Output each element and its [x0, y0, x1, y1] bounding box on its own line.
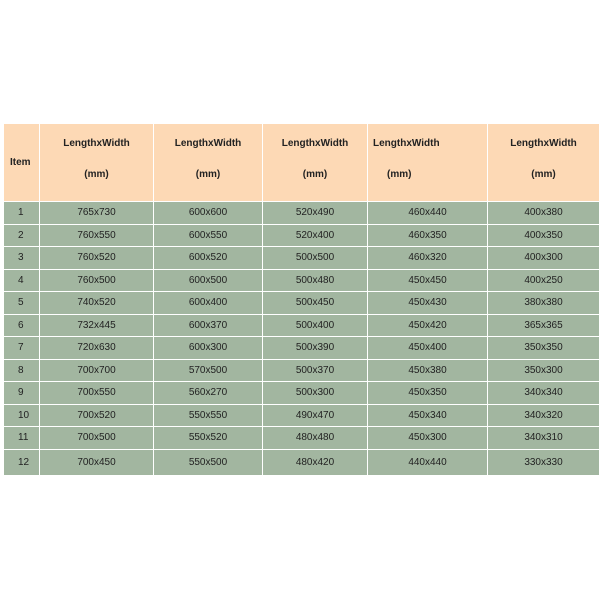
- size-cell: 520x400: [263, 224, 368, 247]
- size-cell: 700x700: [40, 359, 154, 382]
- size-cell: 400x380: [488, 202, 600, 225]
- size-cell: 460x440: [368, 202, 488, 225]
- size-cell: 480x480: [263, 427, 368, 450]
- header-col-2-unit: (mm): [195, 168, 221, 180]
- table-row: [4, 449, 600, 475]
- table-row: [4, 359, 600, 382]
- header-col-1-unit: (mm): [84, 168, 109, 180]
- size-cell: 500x500: [263, 247, 368, 270]
- header-col-3: [263, 124, 368, 202]
- item-number-cell: 1: [4, 202, 40, 225]
- item-number-cell: 10: [4, 404, 40, 427]
- table-row: [4, 269, 600, 292]
- table-row: [4, 202, 600, 225]
- size-cell: 600x520: [154, 247, 263, 270]
- size-cell: 380x380: [488, 292, 600, 315]
- size-cell: 500x480: [263, 269, 368, 292]
- size-cell: 450x340: [368, 404, 488, 427]
- header-col-2: [154, 124, 263, 202]
- size-cell: 500x370: [263, 359, 368, 382]
- item-number-cell: 2: [4, 224, 40, 247]
- header-item: [4, 124, 40, 202]
- size-cell: 700x550: [40, 382, 154, 405]
- size-cell: 400x300: [488, 247, 600, 270]
- size-cell: 340x320: [488, 404, 600, 427]
- size-cell: 560x270: [154, 382, 263, 405]
- item-number-cell: 12: [4, 449, 40, 475]
- item-number-cell: 4: [4, 269, 40, 292]
- size-cell: 450x450: [368, 269, 488, 292]
- item-number-cell: 3: [4, 247, 40, 270]
- header-col-3-unit: (mm): [302, 168, 328, 180]
- size-cell: 450x420: [368, 314, 488, 337]
- size-cell: 600x550: [154, 224, 263, 247]
- size-cell: 600x370: [154, 314, 263, 337]
- size-table: [3, 123, 600, 476]
- item-number-cell: 9: [4, 382, 40, 405]
- size-cell: 500x450: [263, 292, 368, 315]
- size-cell: 460x350: [368, 224, 488, 247]
- size-cell: 450x430: [368, 292, 488, 315]
- table-row: [4, 314, 600, 337]
- size-cell: 600x300: [154, 337, 263, 360]
- header-col-5: [488, 124, 600, 202]
- size-cell: 450x300: [368, 427, 488, 450]
- header-col-4: [368, 124, 488, 202]
- size-cell: 760x500: [40, 269, 154, 292]
- size-cell: 450x400: [368, 337, 488, 360]
- table-body: [4, 202, 600, 476]
- size-cell: 520x490: [263, 202, 368, 225]
- size-cell: 740x520: [40, 292, 154, 315]
- size-cell: 600x400: [154, 292, 263, 315]
- size-cell: 365x365: [488, 314, 600, 337]
- table-row: [4, 404, 600, 427]
- table-row: [4, 292, 600, 315]
- size-cell: 720x630: [40, 337, 154, 360]
- item-number-cell: 8: [4, 359, 40, 382]
- header-col-4-title: LengthxWidth: [373, 137, 440, 149]
- header-col-5-title: LengthxWidth: [510, 137, 577, 149]
- table-header-row: [4, 124, 600, 202]
- item-number-cell: 6: [4, 314, 40, 337]
- header-col-1: [40, 124, 154, 202]
- size-cell: 550x550: [154, 404, 263, 427]
- table-row: [4, 337, 600, 360]
- size-cell: 700x450: [40, 449, 154, 475]
- size-cell: 350x300: [488, 359, 600, 382]
- size-cell: 450x380: [368, 359, 488, 382]
- size-cell: 330x330: [488, 449, 600, 475]
- size-cell: 350x350: [488, 337, 600, 360]
- size-cell: 700x520: [40, 404, 154, 427]
- size-cell: 765x730: [40, 202, 154, 225]
- table-row: [4, 382, 600, 405]
- table-row: [4, 427, 600, 450]
- table-row: [4, 247, 600, 270]
- item-number-cell: 7: [4, 337, 40, 360]
- header-col-4-unit: (mm): [387, 168, 412, 180]
- size-cell: 760x550: [40, 224, 154, 247]
- item-number-cell: 5: [4, 292, 40, 315]
- size-cell: 400x350: [488, 224, 600, 247]
- size-cell: 570x500: [154, 359, 263, 382]
- size-cell: 340x340: [488, 382, 600, 405]
- size-cell: 450x350: [368, 382, 488, 405]
- header-item-label: Item: [10, 157, 31, 168]
- header-col-3-title: LengthxWidth: [281, 137, 349, 149]
- size-cell: 500x300: [263, 382, 368, 405]
- size-cell: 550x500: [154, 449, 263, 475]
- header-col-2-title: LengthxWidth: [174, 137, 242, 149]
- size-cell: 490x470: [263, 404, 368, 427]
- size-cell: 400x250: [488, 269, 600, 292]
- header-col-5-unit: (mm): [531, 168, 556, 180]
- size-table-container: [3, 123, 599, 476]
- size-cell: 600x600: [154, 202, 263, 225]
- size-cell: 760x520: [40, 247, 154, 270]
- size-cell: 500x400: [263, 314, 368, 337]
- header-col-1-title: LengthxWidth: [63, 137, 130, 149]
- size-cell: 440x440: [368, 449, 488, 475]
- size-cell: 600x500: [154, 269, 263, 292]
- size-cell: 480x420: [263, 449, 368, 475]
- size-cell: 700x500: [40, 427, 154, 450]
- item-number-cell: 11: [4, 427, 40, 450]
- size-cell: 732x445: [40, 314, 154, 337]
- size-cell: 340x310: [488, 427, 600, 450]
- size-cell: 500x390: [263, 337, 368, 360]
- size-cell: 550x520: [154, 427, 263, 450]
- table-row: [4, 224, 600, 247]
- size-cell: 460x320: [368, 247, 488, 270]
